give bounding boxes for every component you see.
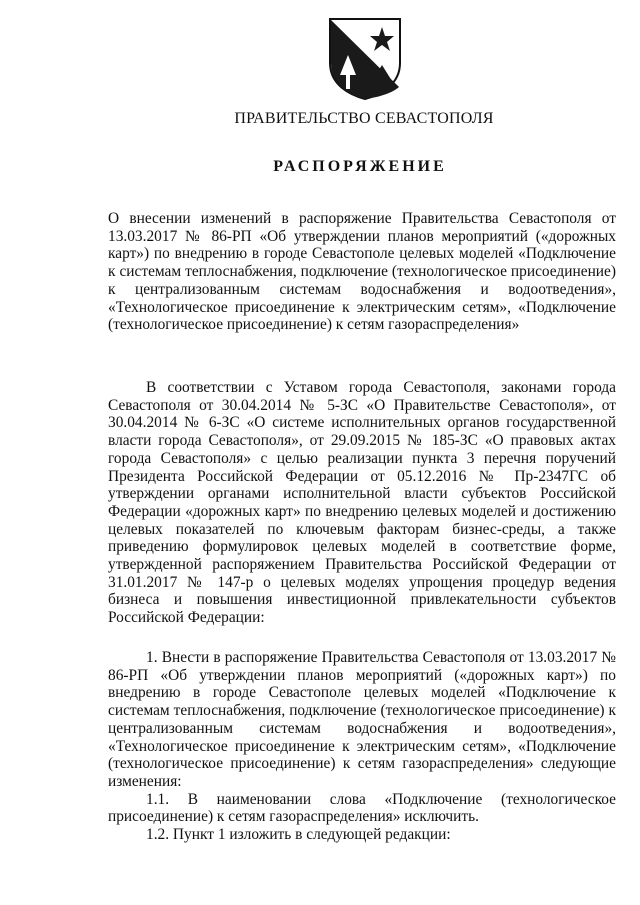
clause-1-1: 1.1. В наименовании слова «Подключение (технологическое присоединение) к сетям газораспределения» исключить. xyxy=(108,790,616,826)
sevastopol-coat-of-arms-icon xyxy=(322,15,408,101)
clause-1-2: 1.2. Пункт 1 изложить в следующей редакции: xyxy=(146,826,451,844)
document-type: РАСПОРЯЖЕНИЕ xyxy=(273,158,447,175)
issuing-authority: ПРАВИТЕЛЬСТВО СЕВАСТОПОЛЯ xyxy=(234,110,494,127)
document-subject: О внесении изменений в распоряжение Правительства Севастополя от 13.03.2017 № 86-РП «Об утверждении планов мероприятий («дорожных карт») по внедрению в городе Севастополе целевых моделей «Подключение к системам теплоснабжения, подключение (технологическое присоединение) к централизованным системам водоснабжения и водоотведения», «Технологическое присоединение к электрическим сетям», «Подключение (технологическое присоединение) к сетям газораспределения» xyxy=(108,210,616,334)
clause-1: 1. Внести в распоряжение Правительства Севастополя от 13.03.2017 № 86-РП «Об утверждении планов мероприятий («дорожных карт») по внедрению в городе Севастополе целевых моделей «Подключение к системам теплоснабжения, подключение (технологическое присоединение) к централизованным системам водоснабжения и водоотведения», «Технологическое присоединение к электрическим сетям», «Подключение (технологическое присоединение) к сетям газораспределения» следующие изменения: xyxy=(108,649,616,790)
preamble-paragraph: В соответствии с Уставом города Севастополя, законами города Севастополя от 30.04.2014 № 5-ЗС «О Правительстве Севастополя», от 30.04.2014 № 6-ЗС «О системе исполнительных органов государственной власти города Севастополя», от 29.09.2015 № 185-ЗС «О правовых актах города Севастополя» с целью реализации пункта 3 перечня поручений Президента Российской Федерации от 05.12.2016 № Пр-2347ГС об утверждении органами исполнительной власти субъектов Российской Федерации «дорожных карт» по внедрению целевых моделей и достижению целевых показателей по ключевым факторам бизнес-среды, а также приведению формулировок целевых моделей в соответствие форме, утвержденной распоряжением Правительства Российской Федерации от 31.01.2017 № 147-р о целевых моделях упрощения процедур ведения бизнеса и повышения инвестиционной привлекательности субъектов Российской Федерации: xyxy=(108,379,616,627)
clause-list xyxy=(108,649,616,844)
